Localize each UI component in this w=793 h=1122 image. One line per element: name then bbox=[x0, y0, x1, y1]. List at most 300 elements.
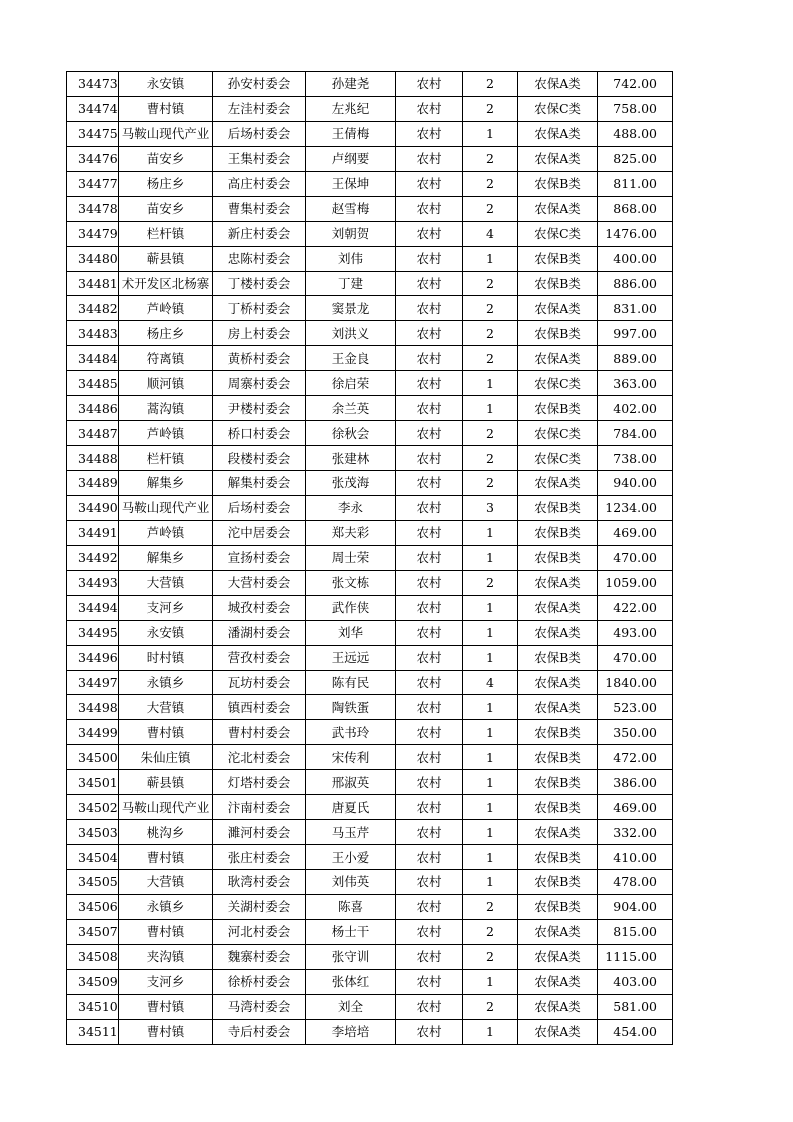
insurance-category-cell: 农保A类 bbox=[518, 570, 598, 595]
household-size-cell: 4 bbox=[463, 221, 518, 246]
table-row bbox=[67, 870, 673, 895]
insurance-category-cell: 农保B类 bbox=[518, 870, 598, 895]
amount-cell: 815.00 bbox=[598, 919, 673, 944]
person-name-cell: 王保坤 bbox=[306, 171, 396, 196]
town-cell: 栏杆镇 bbox=[119, 446, 213, 471]
person-name-cell: 王远远 bbox=[306, 645, 396, 670]
amount-cell: 454.00 bbox=[598, 1019, 673, 1044]
household-size-cell: 2 bbox=[463, 994, 518, 1019]
village-committee-cell: 耿湾村委会 bbox=[213, 870, 306, 895]
table-row bbox=[67, 695, 673, 720]
village-committee-cell: 丁楼村委会 bbox=[213, 271, 306, 296]
town-cell: 马鞍山现代产业 bbox=[119, 795, 213, 820]
town-cell: 大营镇 bbox=[119, 695, 213, 720]
table-row bbox=[67, 271, 673, 296]
household-size-cell: 1 bbox=[463, 396, 518, 421]
household-size-cell: 2 bbox=[463, 271, 518, 296]
person-name-cell: 张茂海 bbox=[306, 471, 396, 496]
amount-cell: 402.00 bbox=[598, 396, 673, 421]
area-type-cell: 农村 bbox=[396, 645, 463, 670]
table-row bbox=[67, 421, 673, 446]
table-row bbox=[67, 346, 673, 371]
village-committee-cell: 曹村村委会 bbox=[213, 720, 306, 745]
person-name-cell: 李培培 bbox=[306, 1019, 396, 1044]
household-size-cell: 2 bbox=[463, 446, 518, 471]
record-id-cell: 34481 bbox=[67, 271, 119, 296]
area-type-cell: 农村 bbox=[396, 196, 463, 221]
area-type-cell: 农村 bbox=[396, 121, 463, 146]
insurance-category-cell: 农保A类 bbox=[518, 695, 598, 720]
person-name-cell: 张体红 bbox=[306, 969, 396, 994]
area-type-cell: 农村 bbox=[396, 72, 463, 97]
amount-cell: 470.00 bbox=[598, 645, 673, 670]
table-row bbox=[67, 495, 673, 520]
town-cell: 永镇乡 bbox=[119, 670, 213, 695]
village-committee-cell: 新庄村委会 bbox=[213, 221, 306, 246]
village-committee-cell: 濉河村委会 bbox=[213, 820, 306, 845]
town-cell: 蒿沟镇 bbox=[119, 396, 213, 421]
area-type-cell: 农村 bbox=[396, 820, 463, 845]
insurance-category-cell: 农保C类 bbox=[518, 421, 598, 446]
table-row bbox=[67, 520, 673, 545]
record-id-cell: 34489 bbox=[67, 471, 119, 496]
table-row bbox=[67, 845, 673, 870]
area-type-cell: 农村 bbox=[396, 371, 463, 396]
town-cell: 永镇乡 bbox=[119, 894, 213, 919]
insurance-category-cell: 农保A类 bbox=[518, 595, 598, 620]
table-row bbox=[67, 221, 673, 246]
insurance-category-cell: 农保B类 bbox=[518, 770, 598, 795]
village-committee-cell: 张庄村委会 bbox=[213, 845, 306, 870]
amount-cell: 422.00 bbox=[598, 595, 673, 620]
record-id-cell: 34473 bbox=[67, 72, 119, 97]
table-row bbox=[67, 795, 673, 820]
household-size-cell: 1 bbox=[463, 845, 518, 870]
table-row bbox=[67, 670, 673, 695]
household-size-cell: 2 bbox=[463, 296, 518, 321]
area-type-cell: 农村 bbox=[396, 670, 463, 695]
person-name-cell: 张守训 bbox=[306, 944, 396, 969]
household-size-cell: 2 bbox=[463, 570, 518, 595]
area-type-cell: 农村 bbox=[396, 520, 463, 545]
insurance-category-cell: 农保A类 bbox=[518, 1019, 598, 1044]
area-type-cell: 农村 bbox=[396, 919, 463, 944]
table-row bbox=[67, 171, 673, 196]
town-cell: 曹村镇 bbox=[119, 1019, 213, 1044]
household-size-cell: 1 bbox=[463, 820, 518, 845]
village-committee-cell: 高庄村委会 bbox=[213, 171, 306, 196]
village-committee-cell: 马湾村委会 bbox=[213, 994, 306, 1019]
household-size-cell: 2 bbox=[463, 146, 518, 171]
area-type-cell: 农村 bbox=[396, 495, 463, 520]
amount-cell: 1476.00 bbox=[598, 221, 673, 246]
person-name-cell: 张文栋 bbox=[306, 570, 396, 595]
insurance-category-cell: 农保B类 bbox=[518, 894, 598, 919]
table-row bbox=[67, 321, 673, 346]
amount-cell: 1840.00 bbox=[598, 670, 673, 695]
town-cell: 马鞍山现代产业 bbox=[119, 495, 213, 520]
area-type-cell: 农村 bbox=[396, 745, 463, 770]
person-name-cell: 武书玲 bbox=[306, 720, 396, 745]
person-name-cell: 左兆纪 bbox=[306, 96, 396, 121]
area-type-cell: 农村 bbox=[396, 396, 463, 421]
insurance-category-cell: 农保A类 bbox=[518, 346, 598, 371]
table-row bbox=[67, 246, 673, 271]
household-size-cell: 2 bbox=[463, 944, 518, 969]
insurance-category-cell: 农保B类 bbox=[518, 321, 598, 346]
village-committee-cell: 汴南村委会 bbox=[213, 795, 306, 820]
insurance-category-cell: 农保B类 bbox=[518, 795, 598, 820]
person-name-cell: 唐夏氏 bbox=[306, 795, 396, 820]
village-committee-cell: 曹集村委会 bbox=[213, 196, 306, 221]
area-type-cell: 农村 bbox=[396, 870, 463, 895]
person-name-cell: 陶铁蛋 bbox=[306, 695, 396, 720]
amount-cell: 400.00 bbox=[598, 246, 673, 271]
table-row bbox=[67, 371, 673, 396]
household-size-cell: 2 bbox=[463, 171, 518, 196]
person-name-cell: 刘伟英 bbox=[306, 870, 396, 895]
town-cell: 术开发区北杨寨 bbox=[119, 271, 213, 296]
area-type-cell: 农村 bbox=[396, 894, 463, 919]
amount-cell: 523.00 bbox=[598, 695, 673, 720]
village-committee-cell: 河北村委会 bbox=[213, 919, 306, 944]
household-size-cell: 2 bbox=[463, 196, 518, 221]
table-row bbox=[67, 645, 673, 670]
amount-cell: 469.00 bbox=[598, 795, 673, 820]
person-name-cell: 刘华 bbox=[306, 620, 396, 645]
table-row bbox=[67, 944, 673, 969]
amount-cell: 472.00 bbox=[598, 745, 673, 770]
insurance-category-cell: 农保C类 bbox=[518, 96, 598, 121]
table-row bbox=[67, 770, 673, 795]
amount-cell: 868.00 bbox=[598, 196, 673, 221]
town-cell: 芦岭镇 bbox=[119, 421, 213, 446]
person-name-cell: 王小爱 bbox=[306, 845, 396, 870]
area-type-cell: 农村 bbox=[396, 595, 463, 620]
town-cell: 支河乡 bbox=[119, 595, 213, 620]
household-size-cell: 1 bbox=[463, 371, 518, 396]
town-cell: 支河乡 bbox=[119, 969, 213, 994]
amount-cell: 738.00 bbox=[598, 446, 673, 471]
insurance-category-cell: 农保B类 bbox=[518, 171, 598, 196]
town-cell: 桃沟乡 bbox=[119, 820, 213, 845]
amount-cell: 889.00 bbox=[598, 346, 673, 371]
amount-cell: 742.00 bbox=[598, 72, 673, 97]
town-cell: 永安镇 bbox=[119, 620, 213, 645]
person-name-cell: 孙建尧 bbox=[306, 72, 396, 97]
insurance-category-cell: 农保B类 bbox=[518, 645, 598, 670]
area-type-cell: 农村 bbox=[396, 969, 463, 994]
record-id-cell: 34480 bbox=[67, 246, 119, 271]
record-id-cell: 34493 bbox=[67, 570, 119, 595]
record-id-cell: 34503 bbox=[67, 820, 119, 845]
record-id-cell: 34484 bbox=[67, 346, 119, 371]
insurance-category-cell: 农保B类 bbox=[518, 745, 598, 770]
record-id-cell: 34491 bbox=[67, 520, 119, 545]
record-id-cell: 34492 bbox=[67, 545, 119, 570]
insurance-category-cell: 农保A类 bbox=[518, 121, 598, 146]
record-id-cell: 34495 bbox=[67, 620, 119, 645]
area-type-cell: 农村 bbox=[396, 271, 463, 296]
table-row bbox=[67, 471, 673, 496]
household-size-cell: 2 bbox=[463, 321, 518, 346]
village-committee-cell: 潘湖村委会 bbox=[213, 620, 306, 645]
insurance-category-cell: 农保B类 bbox=[518, 271, 598, 296]
person-name-cell: 周士荣 bbox=[306, 545, 396, 570]
table-row bbox=[67, 720, 673, 745]
insurance-category-cell: 农保A类 bbox=[518, 969, 598, 994]
amount-cell: 831.00 bbox=[598, 296, 673, 321]
household-size-cell: 1 bbox=[463, 246, 518, 271]
village-committee-cell: 黄桥村委会 bbox=[213, 346, 306, 371]
insurance-category-cell: 农保A类 bbox=[518, 820, 598, 845]
town-cell: 蕲县镇 bbox=[119, 246, 213, 271]
insurance-category-cell: 农保B类 bbox=[518, 720, 598, 745]
village-committee-cell: 孙安村委会 bbox=[213, 72, 306, 97]
village-committee-cell: 宣扬村委会 bbox=[213, 545, 306, 570]
record-id-cell: 34510 bbox=[67, 994, 119, 1019]
table-row bbox=[67, 894, 673, 919]
village-committee-cell: 房上村委会 bbox=[213, 321, 306, 346]
record-id-cell: 34486 bbox=[67, 396, 119, 421]
record-id-cell: 34496 bbox=[67, 645, 119, 670]
area-type-cell: 农村 bbox=[396, 296, 463, 321]
town-cell: 曹村镇 bbox=[119, 994, 213, 1019]
record-id-cell: 34490 bbox=[67, 495, 119, 520]
amount-cell: 1115.00 bbox=[598, 944, 673, 969]
area-type-cell: 农村 bbox=[396, 321, 463, 346]
record-id-cell: 34498 bbox=[67, 695, 119, 720]
household-size-cell: 1 bbox=[463, 1019, 518, 1044]
record-id-cell: 34500 bbox=[67, 745, 119, 770]
record-id-cell: 34506 bbox=[67, 894, 119, 919]
person-name-cell: 邢淑英 bbox=[306, 770, 396, 795]
table-body bbox=[67, 72, 673, 1045]
table-row bbox=[67, 296, 673, 321]
amount-cell: 488.00 bbox=[598, 121, 673, 146]
area-type-cell: 农村 bbox=[396, 720, 463, 745]
insurance-category-cell: 农保B类 bbox=[518, 520, 598, 545]
town-cell: 永安镇 bbox=[119, 72, 213, 97]
household-size-cell: 1 bbox=[463, 545, 518, 570]
record-id-cell: 34504 bbox=[67, 845, 119, 870]
table-row bbox=[67, 196, 673, 221]
person-name-cell: 李永 bbox=[306, 495, 396, 520]
amount-cell: 350.00 bbox=[598, 720, 673, 745]
table-row bbox=[67, 994, 673, 1019]
area-type-cell: 农村 bbox=[396, 96, 463, 121]
amount-cell: 758.00 bbox=[598, 96, 673, 121]
town-cell: 杨庄乡 bbox=[119, 171, 213, 196]
insurance-category-cell: 农保A类 bbox=[518, 146, 598, 171]
village-committee-cell: 镇西村委会 bbox=[213, 695, 306, 720]
person-name-cell: 刘伟 bbox=[306, 246, 396, 271]
record-id-cell: 34488 bbox=[67, 446, 119, 471]
insurance-category-cell: 农保C类 bbox=[518, 371, 598, 396]
table-row bbox=[67, 919, 673, 944]
area-type-cell: 农村 bbox=[396, 446, 463, 471]
area-type-cell: 农村 bbox=[396, 994, 463, 1019]
town-cell: 夹沟镇 bbox=[119, 944, 213, 969]
town-cell: 芦岭镇 bbox=[119, 296, 213, 321]
person-name-cell: 郑夫彩 bbox=[306, 520, 396, 545]
person-name-cell: 宋传利 bbox=[306, 745, 396, 770]
insurance-category-cell: 农保A类 bbox=[518, 471, 598, 496]
household-size-cell: 4 bbox=[463, 670, 518, 695]
person-name-cell: 窦景龙 bbox=[306, 296, 396, 321]
village-committee-cell: 桥口村委会 bbox=[213, 421, 306, 446]
insurance-category-cell: 农保A类 bbox=[518, 994, 598, 1019]
insurance-category-cell: 农保B类 bbox=[518, 246, 598, 271]
area-type-cell: 农村 bbox=[396, 944, 463, 969]
village-committee-cell: 徐桥村委会 bbox=[213, 969, 306, 994]
village-committee-cell: 寺后村委会 bbox=[213, 1019, 306, 1044]
amount-cell: 1234.00 bbox=[598, 495, 673, 520]
area-type-cell: 农村 bbox=[396, 695, 463, 720]
town-cell: 曹村镇 bbox=[119, 845, 213, 870]
amount-cell: 581.00 bbox=[598, 994, 673, 1019]
record-id-cell: 34485 bbox=[67, 371, 119, 396]
amount-cell: 886.00 bbox=[598, 271, 673, 296]
household-size-cell: 2 bbox=[463, 421, 518, 446]
amount-cell: 332.00 bbox=[598, 820, 673, 845]
area-type-cell: 农村 bbox=[396, 770, 463, 795]
amount-cell: 403.00 bbox=[598, 969, 673, 994]
table-row bbox=[67, 446, 673, 471]
person-name-cell: 陈有民 bbox=[306, 670, 396, 695]
village-committee-cell: 后场村委会 bbox=[213, 495, 306, 520]
person-name-cell: 刘洪义 bbox=[306, 321, 396, 346]
household-size-cell: 3 bbox=[463, 495, 518, 520]
record-id-cell: 34494 bbox=[67, 595, 119, 620]
amount-cell: 1059.00 bbox=[598, 570, 673, 595]
amount-cell: 493.00 bbox=[598, 620, 673, 645]
record-id-cell: 34497 bbox=[67, 670, 119, 695]
amount-cell: 825.00 bbox=[598, 146, 673, 171]
person-name-cell: 杨士干 bbox=[306, 919, 396, 944]
town-cell: 杨庄乡 bbox=[119, 321, 213, 346]
table-row bbox=[67, 72, 673, 97]
town-cell: 大营镇 bbox=[119, 870, 213, 895]
town-cell: 栏杆镇 bbox=[119, 221, 213, 246]
table-row bbox=[67, 969, 673, 994]
record-id-cell: 34477 bbox=[67, 171, 119, 196]
person-name-cell: 陈喜 bbox=[306, 894, 396, 919]
household-table bbox=[66, 71, 673, 1045]
table-row bbox=[67, 96, 673, 121]
insurance-category-cell: 农保A类 bbox=[518, 196, 598, 221]
insurance-category-cell: 农保B类 bbox=[518, 495, 598, 520]
household-size-cell: 2 bbox=[463, 346, 518, 371]
table-row bbox=[67, 820, 673, 845]
insurance-category-cell: 农保A类 bbox=[518, 944, 598, 969]
household-size-cell: 1 bbox=[463, 645, 518, 670]
area-type-cell: 农村 bbox=[396, 795, 463, 820]
record-id-cell: 34505 bbox=[67, 870, 119, 895]
amount-cell: 784.00 bbox=[598, 421, 673, 446]
insurance-category-cell: 农保C类 bbox=[518, 446, 598, 471]
area-type-cell: 农村 bbox=[396, 545, 463, 570]
village-committee-cell: 营孜村委会 bbox=[213, 645, 306, 670]
amount-cell: 363.00 bbox=[598, 371, 673, 396]
table-row bbox=[67, 121, 673, 146]
town-cell: 苗安乡 bbox=[119, 146, 213, 171]
record-id-cell: 34509 bbox=[67, 969, 119, 994]
village-committee-cell: 关湖村委会 bbox=[213, 894, 306, 919]
insurance-category-cell: 农保A类 bbox=[518, 670, 598, 695]
area-type-cell: 农村 bbox=[396, 346, 463, 371]
record-sheet bbox=[66, 71, 673, 1045]
person-name-cell: 刘全 bbox=[306, 994, 396, 1019]
person-name-cell: 马玉芹 bbox=[306, 820, 396, 845]
table-row bbox=[67, 545, 673, 570]
village-committee-cell: 沱中居委会 bbox=[213, 520, 306, 545]
record-id-cell: 34502 bbox=[67, 795, 119, 820]
record-id-cell: 34483 bbox=[67, 321, 119, 346]
amount-cell: 997.00 bbox=[598, 321, 673, 346]
area-type-cell: 农村 bbox=[396, 1019, 463, 1044]
town-cell: 曹村镇 bbox=[119, 720, 213, 745]
village-committee-cell: 后场村委会 bbox=[213, 121, 306, 146]
table-row bbox=[67, 570, 673, 595]
town-cell: 解集乡 bbox=[119, 545, 213, 570]
village-committee-cell: 灯塔村委会 bbox=[213, 770, 306, 795]
amount-cell: 478.00 bbox=[598, 870, 673, 895]
record-id-cell: 34474 bbox=[67, 96, 119, 121]
household-size-cell: 1 bbox=[463, 745, 518, 770]
area-type-cell: 农村 bbox=[396, 146, 463, 171]
person-name-cell: 余兰英 bbox=[306, 396, 396, 421]
person-name-cell: 刘朝贺 bbox=[306, 221, 396, 246]
table-row bbox=[67, 745, 673, 770]
table-row bbox=[67, 396, 673, 421]
person-name-cell: 卢纲要 bbox=[306, 146, 396, 171]
village-committee-cell: 魏寨村委会 bbox=[213, 944, 306, 969]
table-row bbox=[67, 620, 673, 645]
household-size-cell: 2 bbox=[463, 471, 518, 496]
insurance-category-cell: 农保B类 bbox=[518, 545, 598, 570]
insurance-category-cell: 农保A类 bbox=[518, 72, 598, 97]
record-id-cell: 34487 bbox=[67, 421, 119, 446]
village-committee-cell: 周寨村委会 bbox=[213, 371, 306, 396]
household-size-cell: 1 bbox=[463, 695, 518, 720]
record-id-cell: 34499 bbox=[67, 720, 119, 745]
insurance-category-cell: 农保A类 bbox=[518, 620, 598, 645]
amount-cell: 811.00 bbox=[598, 171, 673, 196]
amount-cell: 940.00 bbox=[598, 471, 673, 496]
village-committee-cell: 丁桥村委会 bbox=[213, 296, 306, 321]
insurance-category-cell: 农保A类 bbox=[518, 296, 598, 321]
village-committee-cell: 大营村委会 bbox=[213, 570, 306, 595]
person-name-cell: 王倩梅 bbox=[306, 121, 396, 146]
village-committee-cell: 沱北村委会 bbox=[213, 745, 306, 770]
town-cell: 马鞍山现代产业 bbox=[119, 121, 213, 146]
insurance-category-cell: 农保B类 bbox=[518, 845, 598, 870]
record-id-cell: 34478 bbox=[67, 196, 119, 221]
person-name-cell: 赵雪梅 bbox=[306, 196, 396, 221]
village-committee-cell: 忠陈村委会 bbox=[213, 246, 306, 271]
area-type-cell: 农村 bbox=[396, 171, 463, 196]
town-cell: 曹村镇 bbox=[119, 919, 213, 944]
insurance-category-cell: 农保A类 bbox=[518, 919, 598, 944]
household-size-cell: 1 bbox=[463, 121, 518, 146]
table-row bbox=[67, 146, 673, 171]
household-size-cell: 2 bbox=[463, 894, 518, 919]
household-size-cell: 1 bbox=[463, 870, 518, 895]
town-cell: 符离镇 bbox=[119, 346, 213, 371]
town-cell: 曹村镇 bbox=[119, 96, 213, 121]
household-size-cell: 1 bbox=[463, 595, 518, 620]
